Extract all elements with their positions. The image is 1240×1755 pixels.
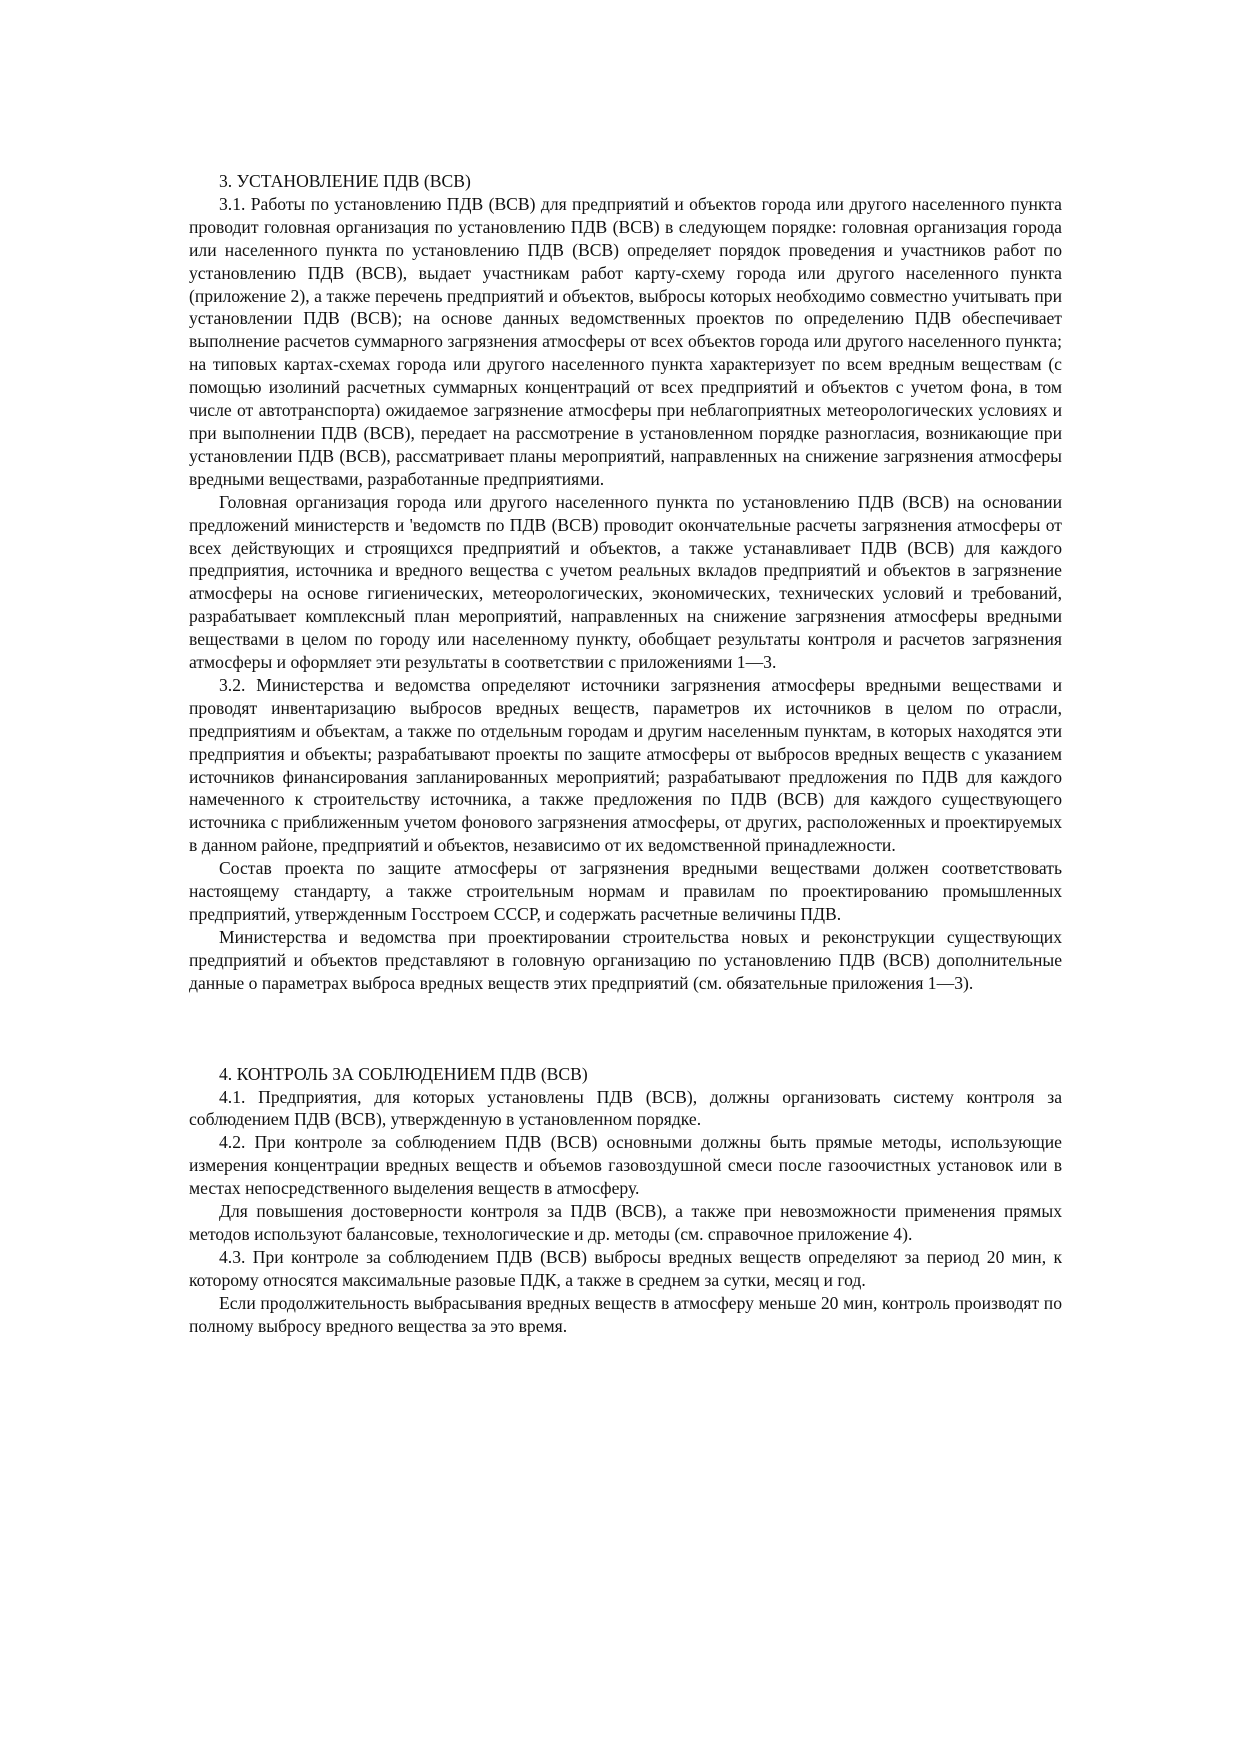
document-page xyxy=(189,170,1062,1338)
section-3 xyxy=(189,170,1062,995)
paragraph-4-2: 4.2. При контроле за соблюдением ПДВ (ВСВ) основными должны быть прямые методы, использующие измерения концентрации вредных веществ и объемов газовоздушной смеси после газоочистных установок или в местах непосредственного выделения веществ в атмосферу. xyxy=(189,1132,1062,1199)
paragraph-4-3: 4.3. При контроле за соблюдением ПДВ (ВСВ) выбросы вредных веществ определяют за период 20 мин, к которому относятся максимальные разовые ПДК, а также в среднем за сутки, месяц и год. xyxy=(189,1246,1062,1290)
section-4 xyxy=(189,1063,1062,1338)
paragraph-3-2: 3.2. Министерства и ведомства определяют источники загрязнения атмосферы вредными веществами и проводят инвентаризацию выбросов вредных веществ, параметров их источников в целом по отрасли, предприятиям и объектам, а также по отдельным городам и другим населенным пунктам, в которых находятся эти предприятия и объекты; разрабатывают проекты по защите атмосферы от выбросов вредных веществ с указанием источников финансирования запланированных мероприятий; разрабатывают предложения по ПДВ для каждого намеченного к строительству источника, а также предложения по ПДВ (ВСВ) для каждого существующего источника с приближенным учетом фонового загрязнения атмосферы, от других, расположенных и проектируемых в данном районе, предприятий и объектов, независимо от их ведомственной принадлежности. xyxy=(189,674,1062,856)
section-spacer xyxy=(189,995,1062,1063)
paragraph-3-2-ministries: Министерства и ведомства при проектировании строительства новых и реконструкции существующих предприятий и объектов представляют в головную организацию по установлению ПДВ (ВСВ) дополнительные данные о параметрах выброса вредных веществ этих предприятий (см. обязательные приложения 1—3). xyxy=(189,926,1062,993)
paragraph-4-2-reliability: Для повышения достоверности контроля за ПДВ (ВСВ), а также при невозможности применения прямых методов используют балансовые, технологические и др. методы (см. справочное приложение 4). xyxy=(189,1201,1062,1244)
paragraph-3-1: 3.1. Работы по установлению ПДВ (ВСВ) для предприятий и объектов города или другого населенного пункта проводит головная организация по установлению ПДВ (ВСВ) в следующем порядке: головная организация города или населенного пункта по установлению ПДВ (ВСВ) определяет порядок проведения и участников работ по установлению ПДВ (ВСВ), выдает участникам работ карту-схему города или другого населенного пункта (приложение 2), а также перечень предприятий и объектов, выбросы которых необходимо совместно учитывать при установлении ПДВ (ВСВ); на основе данных ведомственных проектов по определению ПДВ обеспечивает выполнение расчетов суммарного загрязнения атмосферы от всех объектов города или другого населенного пункта; на типовых картах-схемах города или другого населенного пункта характеризует по всем вредным веществам (с помощью изолиний расчетных суммарных концентраций от всех предприятий и объектов с учетом фона, в том числе от автотранспорта) ожидаемое загрязнение атмосферы при неблагоприятных метеорологических условиях и при выполнении ПДВ (ВСВ), передает на рассмотрение в установленном порядке разногласия, возникающие при установлении ПДВ (ВСВ), рассматривает планы мероприятий, направленных на снижение загрязнения атмосферы вредными веществами, разработанные предприятиями. xyxy=(189,193,1062,489)
paragraph-4-1: 4.1. Предприятия, для которых установлены ПДВ (ВСВ), должны организовать систему контроля за соблюдением ПДВ (ВСВ), утвержденную в установленном порядке. xyxy=(189,1086,1062,1130)
paragraph-3-1-head-org: Головная организация города или другого населенного пункта по установлению ПДВ (ВСВ) на основании предложений министерств и 'ведомств по ПДВ (ВСВ) проводит окончательные расчеты загрязнения атмосферы от всех действующих и строящихся предприятий и объектов, а также устанавливает ПДВ (ВСВ) для каждого предприятия, источника и вредного вещества с учетом реальных вкладов предприятий и объектов в загрязнение атмосферы на основе гигиенических, метеорологических, экономических, технических условий и требований, разрабатывает комплексный план мероприятий, направленных на снижение загрязнения атмосферы вредными веществами в целом по городу или населенному пункту, обобщает результаты контроля и расчетов загрязнения атмосферы и оформляет эти результаты в соответствии с приложениями 1—3. xyxy=(189,491,1062,673)
section-4-heading: 4. КОНТРОЛЬ ЗА СОБЛЮДЕНИЕМ ПДВ (ВСВ) xyxy=(219,1063,588,1084)
paragraph-4-3-duration: Если продолжительность выбрасывания вредных веществ в атмосферу меньше 20 мин, контроль производят по полному выбросу вредного вещества за это время. xyxy=(189,1292,1062,1336)
section-3-heading: 3. УСТАНОВЛЕНИЕ ПДВ (ВСВ) xyxy=(219,171,471,191)
paragraph-3-2-project: Состав проекта по защите атмосферы от загрязнения вредными веществами должен соответствовать настоящему стандарту, а также строительным нормам и правилам по проектированию промышленных предприятий, утвержденным Госстроем СССР, и содержать расчетные величины ПДВ. xyxy=(189,858,1062,924)
